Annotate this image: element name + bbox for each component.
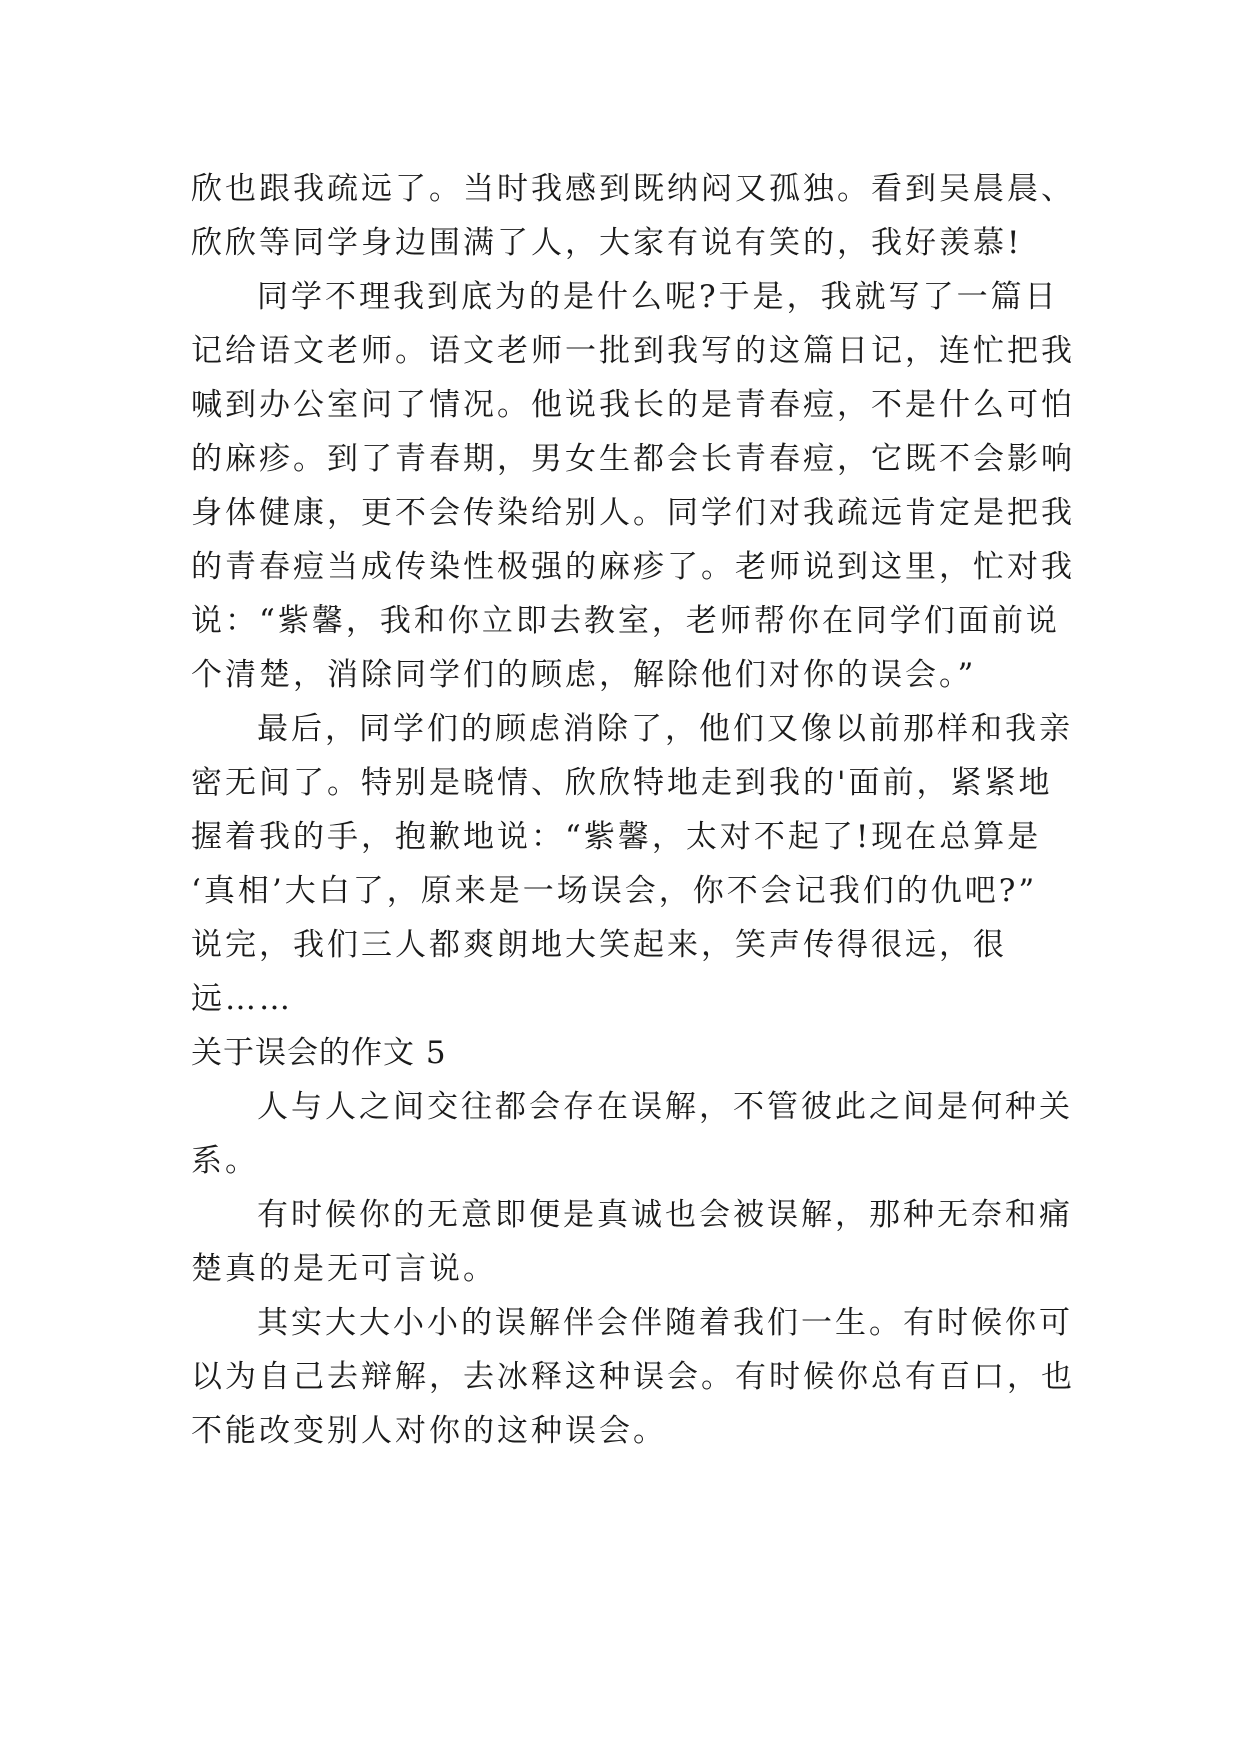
paragraph [191,1080,1073,1188]
section-heading: 关于误会的作文 5 [191,1035,447,1071]
text-line: 欣也跟我疏远了。当时我感到既纳闷又孤独。看到吴晨晨、 [191,171,1075,207]
text-line: 有时候你的无意即便是真诚也会被误解，那种无奈和痛 [257,1197,1073,1233]
text-line: ‘真相’大白了，原来是一场误会，你不会记我们的仇吧?” [191,873,1038,909]
text-line: 密无间了。特别是晓情、欣欣特地走到我的'面前，紧紧地 [191,765,1053,801]
text-line: 记给语文老师。语文老师一批到我写的这篇日记，连忙把我 [191,333,1075,369]
text-line: 的麻疹。到了青春期，男女生都会长青春痘，它既不会影响 [191,441,1075,477]
paragraph [191,270,1075,702]
text-line: 人与人之间交往都会存在误解，不管彼此之间是何种关 [257,1089,1073,1125]
text-line: 喊到办公室问了情况。他说我长的是青春痘，不是什么可怕 [191,387,1075,423]
text-line: 的青春痘当成传染性极强的麻疹了。老师说到这里，忙对我 [191,549,1075,585]
text-line: 说：“紫馨，我和你立即去教室，老师帮你在同学们面前说 [191,603,1060,639]
paragraph [191,1188,1073,1296]
text-line: 说完，我们三人都爽朗地大笑起来，笑声传得很远，很 [191,927,1007,963]
text-line: 以为自己去辩解，去冰释这种误会。有时候你总有百口，也 [191,1359,1075,1395]
text-line: 其实大大小小的误解伴会伴随着我们一生。有时候你可 [257,1305,1073,1341]
text-line: 系。 [191,1143,259,1179]
paragraph [191,702,1073,1026]
text-line: 身体健康，更不会传染给别人。同学们对我疏远肯定是把我 [191,495,1075,531]
text-line: 不能改变别人对你的这种误会。 [191,1413,667,1449]
text-line: 同学不理我到底为的是什么呢?于是，我就写了一篇日 [257,279,1059,315]
text-line: 个清楚，消除同学们的顾虑，解除他们对你的误会。” [191,657,977,693]
document-page [191,162,1075,1458]
text-line: 最后，同学们的顾虑消除了，他们又像以前那样和我亲 [257,711,1073,747]
paragraph [191,1296,1075,1458]
text-line: 远…… [191,981,293,1017]
paragraph-continued [191,162,1075,270]
text-line: 楚真的是无可言说。 [191,1251,497,1287]
text-line: 欣欣等同学身边围满了人，大家有说有笑的，我好羡慕! [191,225,1023,261]
text-line: 握着我的手，抱歉地说：“紫馨，太对不起了!现在总算是 [191,819,1042,855]
